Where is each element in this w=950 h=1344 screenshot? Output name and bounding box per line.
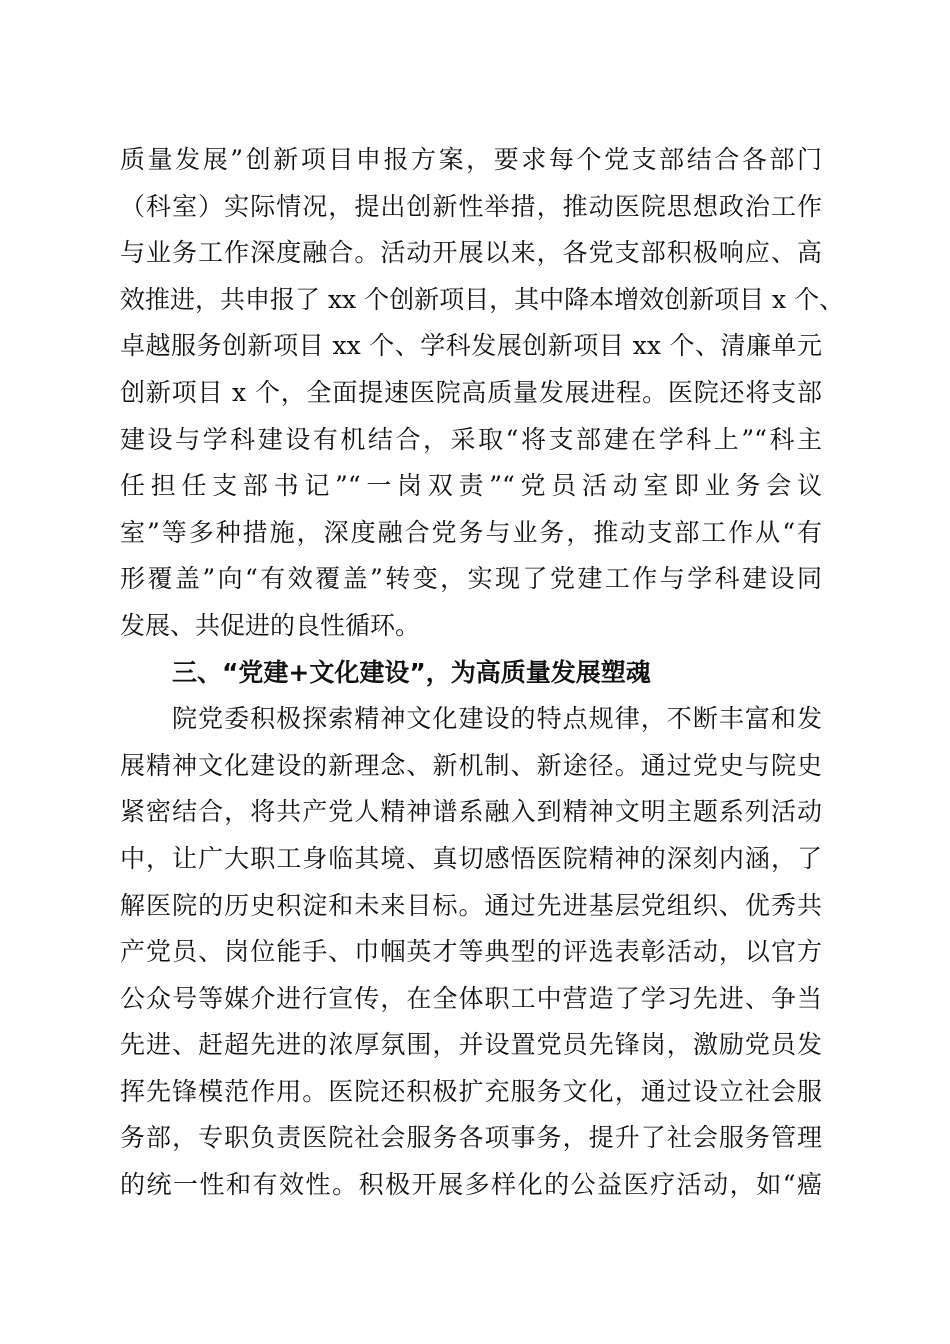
text-line: 展精神文化建设的新理念、新机制、新途径。通过党史与院史 [120, 750, 822, 780]
text-line: 先进、赶超先进的浓厚氛围，并设置党员先锋岗，激励党员发 [120, 1030, 822, 1060]
text-line: 与业务工作深度融合。活动开展以来，各党支部积极响应、高 [120, 238, 822, 268]
text-line: 挥先锋模范作用。医院还积极扩充服务文化，通过设立社会服 [120, 1076, 822, 1106]
text-line: 建设与学科建设有机结合，采取“将支部建在学科上”“科主 [120, 424, 822, 454]
text-line: 中，让广大职工身临其境、真切感悟医院精神的深刻内涵，了 [120, 843, 822, 873]
text-line: 效推进，共申报了 xx 个创新项目，其中降本增效创新项目 x 个、 [120, 284, 845, 314]
text-line: 紧密结合，将共产党人精神谱系融入到精神文明主题系列活动 [120, 797, 822, 827]
text-line: 发展、共促进的良性循环。 [120, 610, 421, 640]
text-line: （科室）实际情况，提出创新性举措，推动医院思想政治工作 [120, 191, 822, 221]
text-line: 创新项目 x 个，全面提速医院高质量发展进程。医院还将支部 [120, 377, 822, 407]
document-page [120, 137, 845, 1209]
text-line: 院党委积极探索精神文化建设的特点规律，不断丰富和发 [172, 704, 822, 734]
text-line: 公众号等媒介进行宣传，在全体职工中营造了学习先进、争当 [120, 983, 822, 1013]
text-line: 卓越服务创新项目 xx 个、学科发展创新项目 xx 个、清廉单元 [120, 331, 822, 361]
text-line: 务部，专职负责医院社会服务各项事务，提升了社会服务管理 [120, 1123, 822, 1153]
text-line: 室”等多种措施，深度融合党务与业务，推动支部工作从“有 [120, 517, 822, 547]
text-line: 产党员、岗位能手、巾帼英才等典型的评选表彰活动，以官方 [120, 937, 822, 967]
paragraph-party-building-innovation [120, 137, 845, 650]
text-line: 的统一性和有效性。积极开展多样化的公益医疗活动，如“癌 [120, 1170, 822, 1200]
text-line: 任担任支部书记”“一岗双责”“党员活动室即业务会议 [120, 471, 822, 501]
text-line: 质量发展”创新项目申报方案，要求每个党支部结合各部门 [120, 145, 822, 174]
text-line: 解医院的历史积淀和未来目标。通过先进基层党组织、优秀共 [120, 890, 822, 920]
text-line: 形覆盖”向“有效覆盖”转变，实现了党建工作与学科建设同 [120, 564, 822, 594]
section-heading: 三、“党建+文化建设”，为高质量发展塑魂 [172, 657, 651, 687]
paragraph-culture-building [120, 696, 822, 1209]
